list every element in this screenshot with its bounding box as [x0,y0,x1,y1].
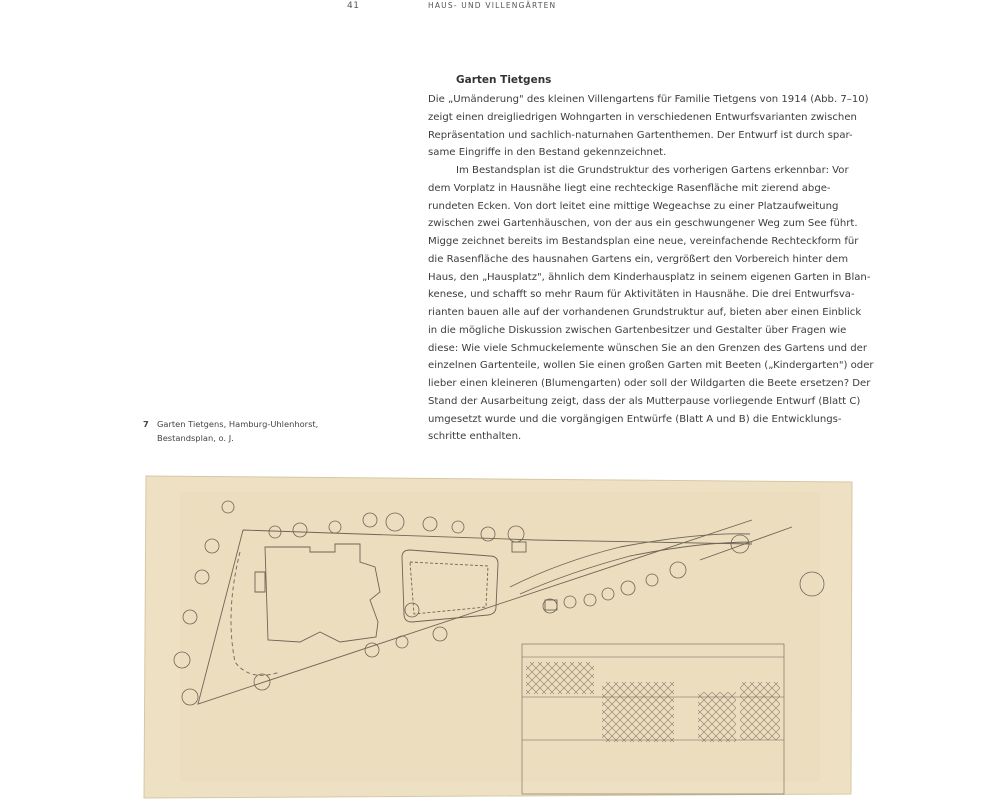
lattice-panel [526,662,594,694]
running-head: HAUS- UND VILLENGÄRTEN [428,1,557,10]
garden-plan-drawing [140,472,855,800]
text-line: Haus, den „Hausplatz", ähnlich dem Kinderhausplatz in seinem eigenen Garten in Blan- [428,271,871,283]
text-line: rundeten Ecken. Von dort leitet eine mittige Wegeachse zu einer Platzaufweitung [428,200,839,212]
text-line: same Eingriffe in den Bestand gekennzeichnet. [428,147,667,159]
text-line: lieber einen kleineren (Blumengarten) oder soll der Wildgarten die Beete ersetzen? Der [428,378,871,389]
text-line: zwischen zwei Gartenhäuschen, von der aus ein geschwungener Weg zum See führt. [428,218,858,230]
text-line: Stand der Ausarbeitung zeigt, dass der als Mutterpause vorliegende Entwurf (Blatt C) [428,395,861,407]
text-line: zeigt einen dreigliedrigen Wohngarten in verschiedenen Entwurfsvarianten zwischen [428,111,857,123]
text-line: einzelnen Gartenteile, wollen Sie einen großen Garten mit Beeten („Kindergarten") oder [428,360,874,372]
caption-line-1: Garten Tietgens, Hamburg-Uhlenhorst, [157,419,319,429]
text-line: die Rasenfläche des hausnahen Gartens ein, vergrößert den Vorbereich hinter dem [428,253,849,265]
lattice-panel [602,682,674,742]
text-line: Migge zeichnet bereits im Bestandsplan eine neue, vereinfachende Rechteckform für [428,236,859,247]
caption-number: 7 [143,419,149,429]
text-line: Im Bestandsplan ist die Grundstruktur des vorherigen Gartens erkennbar: Vor [456,165,849,176]
text-line: kenese, und schafft so mehr Raum für Aktivitäten in Hausnähe. Die drei Entwurfsva- [428,289,855,301]
figure-caption [143,417,318,445]
page-number: 41 [347,1,360,11]
text-line: in die mögliche Diskussion zwischen Gartenbesitzer und Gestalter über Fragen wie [428,324,847,336]
lattice-panel [698,692,736,742]
text-line: schritte enthalten. [428,431,522,443]
body-text [428,91,874,446]
text-line: rianten bauen alle auf der vorhandenen Grundstruktur auf, bieten aber einen Einblick [428,307,862,318]
lattice-panel [740,682,780,740]
text-line: Repräsentation und sachlich-naturnahen Gartenthemen. Der Entwurf ist durch spar- [428,129,853,141]
text-line: diese: Wie viele Schmuckelemente wünschen Sie an den Grenzen des Gartens und der [428,342,867,354]
section-heading: Garten Tietgens [456,74,552,86]
text-line: umgesetzt wurde und die vorgängigen Entwürfe (Blatt A und B) die Entwicklungs- [428,413,842,425]
caption-line-2: Bestandsplan, o. J. [157,433,234,443]
text-line: dem Vorplatz in Hausnähe liegt eine rechteckige Rasenfläche mit zierend abge- [428,182,831,194]
text-line: Die „Umänderung" des kleinen Villengartens für Familie Tietgens von 1914 (Abb. 7–10) [428,94,869,105]
